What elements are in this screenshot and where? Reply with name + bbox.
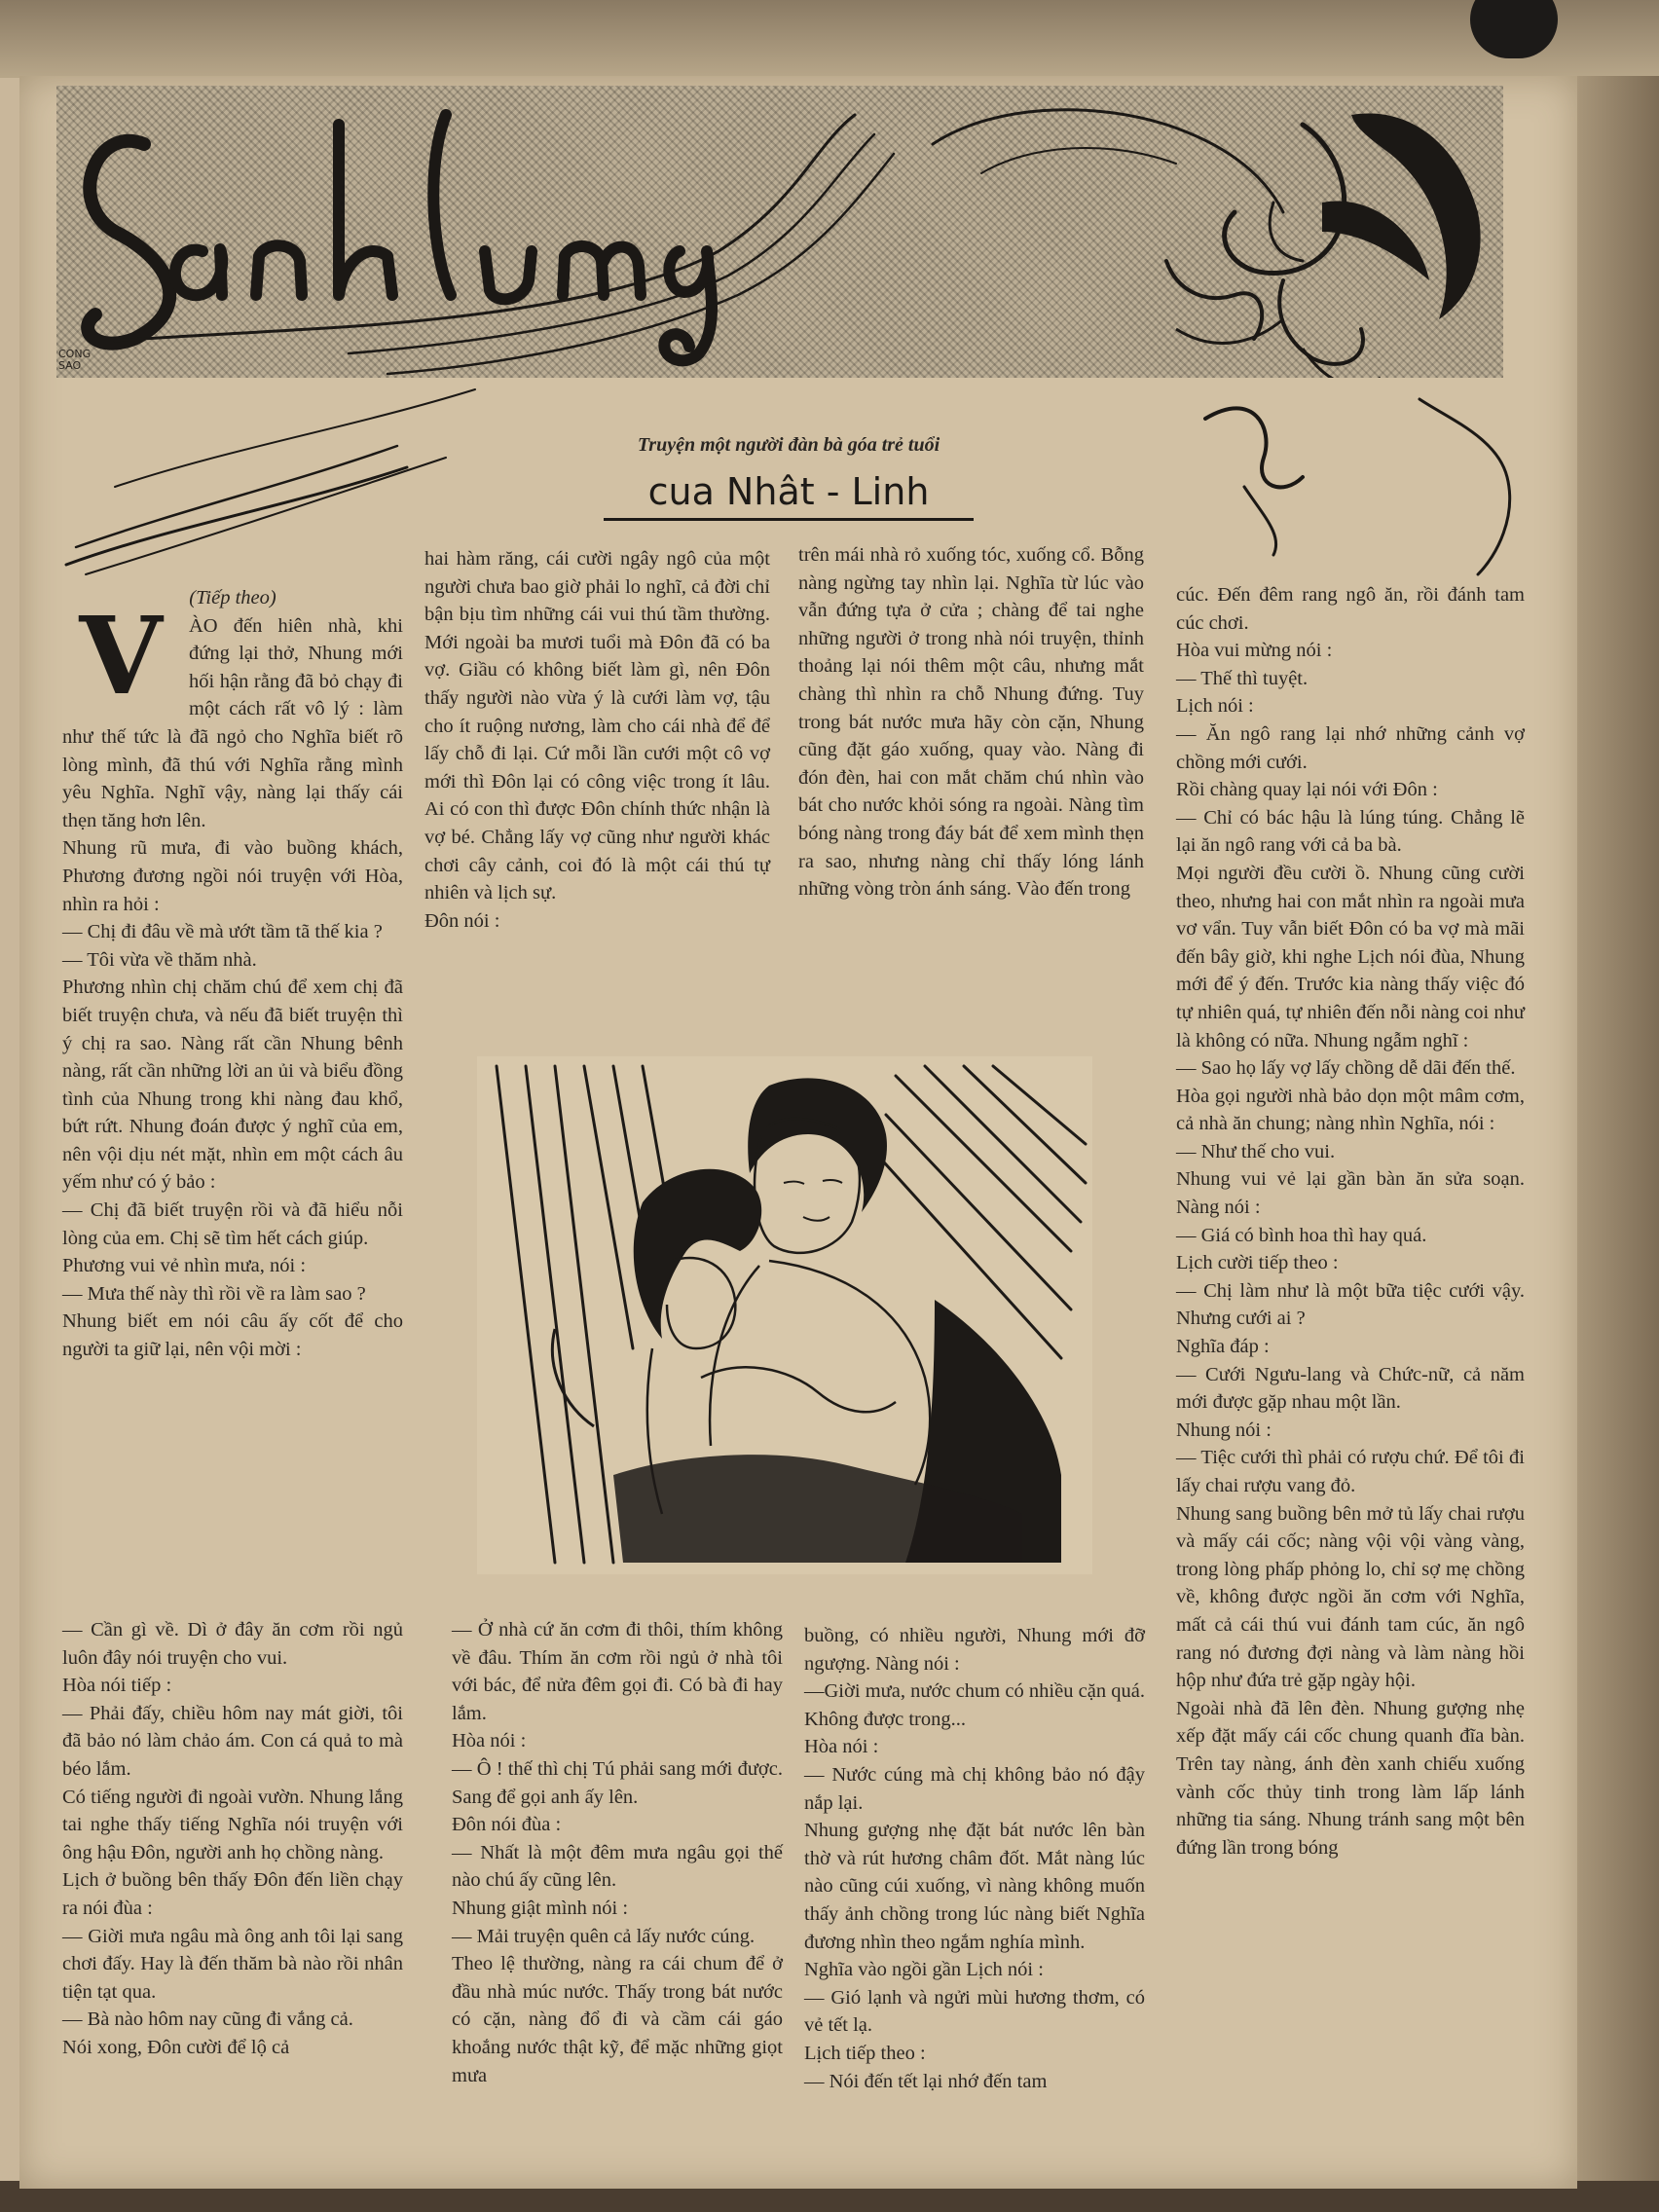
paragraph: — Chị làm như là một bữa tiệc cưới vậy. Nhưng cưới ai ? xyxy=(1176,1279,1525,1330)
paragraph: Nhung sang buồng bên mở tủ lấy chai rượu và mấy cái cốc; nàng vội vội vàng vàng, trong lòng phấp phỏng lo, chỉ sợ mẹ chồng về, không được ngồi ăn cơm với Nghĩa, mất cả cái thú vui đánh tam cúc, ăn ngô rang nó đương đợi nàng và làm nàng hồi hộp như đứa trẻ gặp ngày hội. xyxy=(1176,1502,1525,1692)
paragraph: — Chỉ có bác hậu là lúng túng. Chẳng lẽ lại ăn ngô rang với cả ba bà. xyxy=(1176,806,1525,857)
paragraph: Hòa gọi người nhà bảo dọn một mâm cơm, cả nhà ăn chung; nàng nhìn Nghĩa, nói : xyxy=(1176,1085,1525,1135)
paragraph: Lịch nói : xyxy=(1176,695,1254,718)
paragraph: Hòa nói : xyxy=(452,1730,527,1752)
column-2 xyxy=(424,545,770,935)
paragraph: ÀO đến hiên nhà, khi đứng lại thở, Nhung mới hối hận rằng đã bỏ chạy đi một cách rất vô lý : làm như thế tức là đã ngỏ cho Nghĩa biết rõ lòng mình, đã thú với Nghĩa rằng mình yêu Nghĩa. Nghĩ vậy, nàng lại thấy cái thẹn tăng hơn lên. xyxy=(62,614,403,831)
column-3 xyxy=(798,541,1144,903)
column-4 xyxy=(1176,581,1525,1862)
author-byline: cua Nhât - Linh xyxy=(604,465,974,521)
paragraph: Nhung rũ mưa, đi vào buồng khách, Phương đương ngồi nói truyện với Hòa, nhìn ra hỏi : xyxy=(62,837,403,915)
paragraph: Nhung vui vẻ lại gần bàn ăn sửa soạn. Nàng nói : xyxy=(1176,1168,1525,1219)
story-illustration xyxy=(477,1056,1092,1574)
mother-and-child-illustration xyxy=(477,1056,1092,1574)
paragraph: — Nhất là một đêm mưa ngâu gọi thế nào chú ấy cũng lên. xyxy=(452,1841,783,1892)
paragraph: Nhung giật mình nói : xyxy=(452,1897,629,1919)
paragraph: Ngoài nhà đã lên đèn. Nhung gượng nhẹ xếp đặt mấy cái cốc chung quanh đĩa bàn. Trên tay nàng, ánh đèn xanh chiếu xuống vành cốc thủy tinh trong làm lấp lánh những tia sáng. Nhung tránh sang một bên đứng lần trong bóng xyxy=(1176,1697,1525,1859)
paragraph: — Nước cúng mà chị không bảo nó đậy nắp lại. xyxy=(804,1763,1145,1814)
paragraph: Nhung nói : xyxy=(1176,1419,1272,1441)
paragraph: — Sao họ lấy vợ lấy chồng dễ dãi đến thế. xyxy=(1176,1057,1516,1080)
paragraph: Hòa nói tiếp : xyxy=(62,1675,172,1697)
paragraph: — Giời mưa ngâu mà ông anh tôi lại sang chơi đấy. Hay là đến thăm bà nào rồi nhân tiện tạt qua. xyxy=(62,1925,403,2003)
paragraph: — Gió lạnh và ngửi mùi hương thơm, có vẻ tết lạ. xyxy=(804,1986,1145,2037)
paragraph: Hòa nói : xyxy=(804,1736,879,1758)
paragraph: Nhung gượng nhẹ đặt bát nước lên bàn thờ và rút hương châm đốt. Mắt nàng lúc nào cũng cúi xuống, vì nàng không muốn thấy ảnh chồng trong lúc nàng biết Nghĩa đương nhìn theo ngắm nghía mình. xyxy=(804,1820,1145,1953)
column-2-lower xyxy=(452,1616,783,2089)
paragraph: —Giời mưa, nước chum có nhiều cặn quá. Không được trong... xyxy=(804,1680,1145,1730)
paragraph: Có tiếng người đi ngoài vườn. Nhung lắng tai nghe thấy tiếng Nghĩa nói truyện với ông hậu Đôn, người anh họ chồng nàng. xyxy=(62,1786,403,1863)
drop-cap: V xyxy=(79,592,163,719)
paragraph: Theo lệ thường, nàng ra cái chum để ở đầu nhà múc nước. Thấy trong bát nước có cặn, nàng đổ đi và cầm cái gáo khoắng nước thật kỹ, để mặc những giọt mưa xyxy=(452,1953,783,2086)
paragraph: Lịch cười tiếp theo : xyxy=(1176,1252,1339,1274)
paragraph: — Tôi vừa về thăm nhà. xyxy=(62,948,257,971)
paragraph: Rồi chàng quay lại nói với Đôn : xyxy=(1176,779,1438,801)
page-stack-edge xyxy=(1577,76,1659,2212)
paragraph: Hòa vui mừng nói : xyxy=(1176,640,1333,662)
paragraph: cúc. Đến đêm rang ngô ăn, rồi đánh tam cúc chơi. xyxy=(1176,584,1525,634)
paragraph: Lịch tiếp theo : xyxy=(804,2042,926,2064)
column-1-lower xyxy=(62,1616,403,2062)
artist-signature: CONG SAO xyxy=(58,348,92,372)
column-1 xyxy=(62,584,403,1364)
paragraph: — Ở nhà cứ ăn cơm đi thôi, thím không về đâu. Thím ăn cơm rồi ngủ ở nhà tôi với bác, để nửa đêm gọi đi. Có bà đi hay lắm. xyxy=(452,1619,783,1724)
paragraph: Nghĩa vào ngồi gần Lịch nói : xyxy=(804,1959,1044,1981)
paragraph: — Chị đi đâu về mà ướt tầm tã thế kia ? xyxy=(62,921,383,943)
paragraph: — Bà nào hôm nay cũng đi vắng cả. xyxy=(62,2009,353,2031)
paragraph: — Cần gì về. Dì ở đây ăn cơm rồi ngủ luôn đây nói truyện cho vui. xyxy=(62,1619,403,1669)
column-3-lower xyxy=(804,1622,1145,2095)
paragraph: — Chị đã biết truyện rồi và đã hiểu nỗi lòng của em. Chị sẽ tìm hết cách giúp. xyxy=(62,1199,403,1249)
paragraph: — Thế thì tuyệt. xyxy=(1176,667,1309,689)
paragraph: Phương nhìn chị chăm chú để xem chị đã biết truyện chưa, và nếu đã biết truyện thì ý chị ra sao. Nàng rất cần Nhung bênh nàng, rất cần những lời an ủi và biểu đồng tình của Nhung trong khi nàng đau khổ, bứt rứt. Nhung đoán được ý nghĩ của em, nên vội dịu nét mặt, nhìn em một cách âu yếm như có ý bảo : xyxy=(62,977,403,1194)
paragraph: — Phải đấy, chiều hôm nay mát giời, tôi đã bảo nó làm chảo ám. Con cá quả to mà béo lắm. xyxy=(62,1702,403,1780)
paragraph: — Như thế cho vui. xyxy=(1176,1140,1336,1162)
paragraph: Phương vui vẻ nhìn mưa, nói : xyxy=(62,1255,307,1277)
paragraph: — Nói đến tết lại nhớ đến tam xyxy=(804,2070,1048,2092)
paragraph: Nhung biết em nói câu ấy cốt để cho người ta giữ lại, nên vội mời : xyxy=(62,1310,403,1361)
paragraph: — Mải truyện quên cả lấy nước cúng. xyxy=(452,1925,756,1947)
paragraph: buồng, có nhiều người, Nhung mới đỡ ngượng. Nàng nói : xyxy=(804,1625,1145,1675)
paragraph: — Cưới Ngưu-lang và Chức-nữ, cả năm mới được gặp nhau một lần. xyxy=(1176,1363,1525,1414)
paragraph: — Giá có bình hoa thì hay quá. xyxy=(1176,1224,1427,1246)
continued-label: (Tiếp theo) xyxy=(189,587,276,608)
paragraph: — Mưa thế này thì rồi về ra làm sao ? xyxy=(62,1282,366,1305)
paragraph: — Ô ! thế thì chị Tú phải sang mới được. Sang để gọi anh ấy lên. xyxy=(452,1757,783,1808)
paragraph: hai hàm răng, cái cười ngây ngô của một người chưa bao giờ phải lo nghĩ, cả đời chỉ bận bịu tìm những cái vui thú tầm thường. Mới ngoài ba mươi tuổi mà Đôn đã có ba vợ. Giầu có không biết làm gì, nên Đôn thấy người nào vừa ý là cưới làm vợ, tậu cho ít ruộng nương, làm cho cái nhà để để lấy chỗ đi lại. Cứ mỗi lần cưới một cô vợ mới thì Đôn lại có công việc trong ít lâu. Ai có con thì được Đôn chính thức nhận là vợ bé. Chẳng lấy vợ cũng như người khác chơi cây cảnh, coi đó là một cái thú tự nhiên và lịch sự. xyxy=(424,548,770,904)
paragraph: trên mái nhà rỏ xuống tóc, xuống cổ. Bỗng nàng ngừng tay nhìn lại. Nghĩa từ lúc vào vẫn đứng tựa ở cửa ; chàng để tai nghe những người ở trong nhà nói truyện, thỉnh thoảng lại nói thêm một câu, nhưng mắt chàng thì nhìn ra chỗ Nhung đứng. Tuy trong bát nước mưa hãy còn cặn, Nhung cũng đặt gáo xuống, quay vào. Nàng đi đón đèn, hai con mắt chăm chú nhìn vào bát cho nước khỏi sóng ra ngoài. Nàng tìm bóng nàng trong đáy bát để xem mình thẹn ra sao, nhưng nàng chỉ thấy lóng lánh những vòng tròn ánh sáng. Vào đến trong xyxy=(798,544,1144,901)
paragraph: Đôn nói : xyxy=(424,909,500,932)
paragraph: Mọi người đều cười ồ. Nhung cũng cười theo, nhưng hai con mắt nhìn ra ngoài mưa vơ vẩn. Tuy vẫn biết Đôn có ba vợ mà mãi đến bây giờ, khi nghe Lịch nói đùa, Nhung mới để ý đến. Trước kia nàng thấy việc đó tự nhiên quá, tự nhiên đến nỗi nàng coi như là không có nữa. Nhung ngẫm nghĩ : xyxy=(1176,862,1525,1051)
paragraph: Đôn nói đùa : xyxy=(452,1814,562,1836)
hair-strokes xyxy=(56,243,1575,584)
paragraph: Lịch ở buồng bên thấy Đôn đến liền chạy ra nói đùa : xyxy=(62,1869,403,1919)
binder-strip xyxy=(0,0,1659,78)
paragraph: Nói xong, Đôn cười để lộ cả xyxy=(62,2036,290,2058)
story-subtitle: Truyện một người đàn bà góa trẻ tuổi xyxy=(637,434,940,456)
paragraph: Nghĩa đáp : xyxy=(1176,1336,1270,1358)
paragraph: — Tiệc cưới thì phải có rượu chứ. Để tôi đi lấy chai rượu vang đỏ. xyxy=(1176,1447,1525,1496)
paragraph: — Ăn ngô rang lại nhớ những cảnh vợ chồng mới cưới. xyxy=(1176,722,1525,773)
